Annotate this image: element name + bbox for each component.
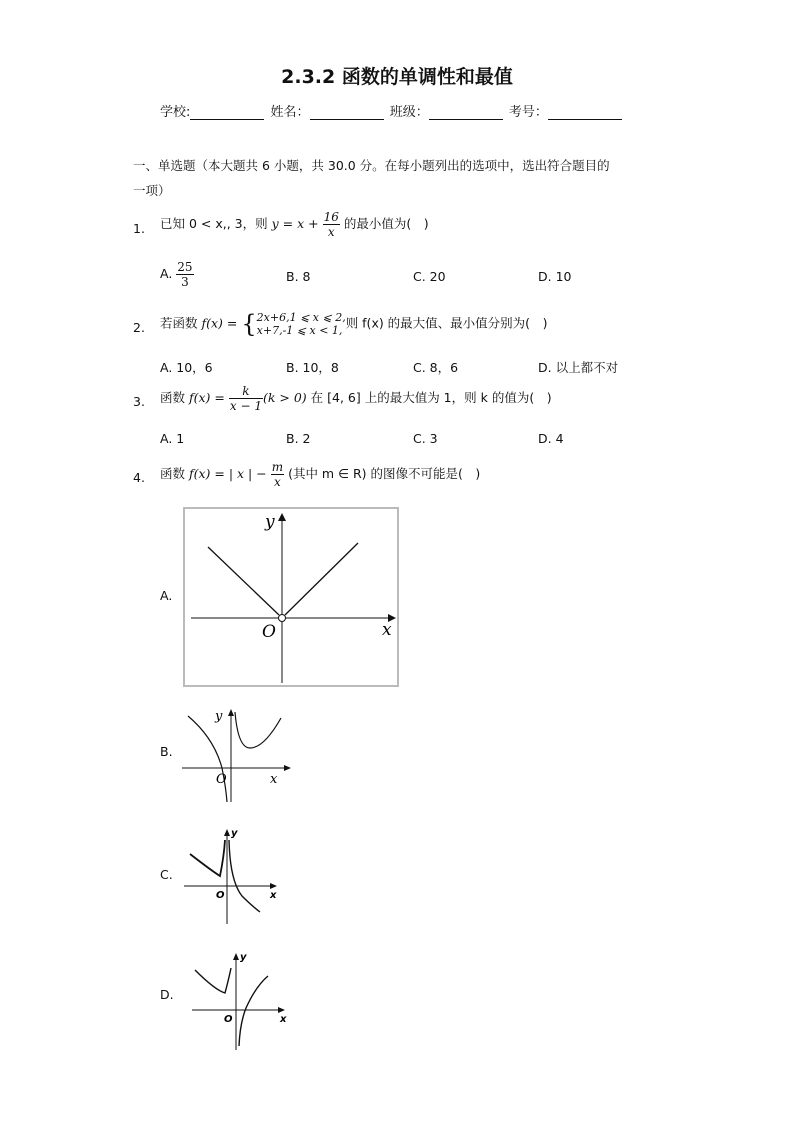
q1-option-c[interactable]: C. 20 [413, 269, 446, 284]
section-heading [133, 153, 663, 203]
graph-d-y-arrow [233, 953, 239, 960]
graph-option-b[interactable] [180, 708, 295, 804]
question-4-pre: 函数 [160, 466, 186, 481]
question-3-fraction [229, 384, 263, 413]
q4-option-b[interactable]: B. [160, 744, 173, 759]
fraction-numerator: m [271, 460, 284, 474]
fraction-numerator: k [229, 384, 263, 399]
question-1-stem [160, 210, 429, 239]
fraction-numerator: 16 [323, 210, 339, 224]
graph-b-right-curve [235, 712, 281, 748]
fraction-denominator: x − 1 [229, 399, 262, 413]
graph-a-left-branch [208, 547, 279, 615]
question-3-fx: f(x) = [189, 390, 225, 405]
question-4-post: (其中 m ∈ R) 的图像不可能是( ) [288, 466, 481, 481]
question-4-number: 4. [133, 470, 145, 485]
graph-a-y-label: y [265, 512, 275, 532]
graph-b-y-arrow [228, 709, 234, 716]
q2-option-b[interactable]: B. 10，8 [286, 360, 339, 375]
graph-a-x-label: x [382, 620, 392, 640]
question-3-stem [160, 384, 552, 413]
graph-c-y-arrow [224, 829, 230, 836]
graph-c-origin-label: O [216, 890, 225, 901]
piecewise-cases [257, 311, 346, 337]
graph-a-origin-label: O [262, 622, 276, 642]
name-blank[interactable] [310, 107, 384, 120]
question-1-post: 的最小值为( ) [343, 216, 429, 231]
graph-d-x-label: x [280, 1014, 287, 1025]
number-label: 考号： [508, 105, 548, 120]
q4-option-a[interactable]: A. [160, 588, 173, 603]
question-1-pre: 已知 0 < x,, 3，则 [160, 216, 268, 231]
q2-option-a[interactable]: A. 10，6 [160, 360, 213, 375]
q1-option-b[interactable]: B. 8 [286, 269, 311, 284]
q1-option-d[interactable]: D. 10 [538, 269, 572, 284]
graph-option-d[interactable] [190, 948, 290, 1052]
question-1-fraction [323, 210, 340, 239]
school-blank[interactable] [190, 107, 264, 120]
question-1-number: 1. [133, 221, 145, 236]
graph-a-open-point [279, 615, 286, 622]
school-label: 学校: [160, 105, 191, 120]
class-label: 班级： [389, 105, 429, 120]
student-info-line [160, 101, 624, 120]
q1-option-a-fraction [176, 260, 193, 289]
graph-a-y-arrow [278, 513, 286, 521]
question-1-expr: y = x + [271, 216, 319, 231]
graph-d-origin-label: O [224, 1014, 233, 1025]
option-label: A. [160, 266, 173, 281]
graph-a-right-branch [285, 543, 358, 615]
piecewise-brace: { [241, 310, 257, 338]
q3-option-a[interactable]: A. 1 [160, 431, 185, 446]
graph-option-a[interactable] [183, 507, 399, 687]
graph-c-x-arrow [270, 883, 277, 889]
question-4-stem [160, 460, 480, 489]
fraction-denominator: x [274, 475, 281, 489]
question-2-fx: f(x) = [201, 315, 238, 331]
question-2-stem [160, 311, 547, 337]
graph-d-left-curve [195, 968, 231, 993]
graph-d-right-curve [239, 976, 268, 1046]
class-blank[interactable] [429, 107, 503, 120]
number-blank[interactable] [548, 107, 622, 120]
q2-option-d[interactable]: D. 以上都不对 [538, 360, 619, 375]
question-2-number: 2. [133, 320, 145, 335]
fraction-numerator: 25 [177, 260, 193, 274]
graph-c-right-curve [229, 840, 260, 912]
graph-c-y-label: y [231, 828, 238, 839]
section-heading-line1: 一、单选题（本大题共 6 小题，共 30.0 分。在每小题列出的选项中，选出符合题目的 [133, 158, 610, 173]
graph-option-c[interactable] [182, 826, 282, 926]
fraction-denominator: x [327, 225, 335, 239]
question-3-pre: 函数 [160, 390, 186, 405]
q3-option-c[interactable]: C. 3 [413, 431, 438, 446]
question-2-pre: 若函数 [160, 315, 198, 331]
case-1: 2x+6,1 ⩽ x ⩽ 2, [256, 311, 346, 324]
question-3-number: 3. [133, 394, 145, 409]
question-3-post: 在 [4, 6] 上的最大值为 1，则 k 的值为( ) [310, 390, 552, 405]
graph-b-y-label: y [215, 709, 223, 724]
q2-option-c[interactable]: C. 8，6 [413, 360, 459, 375]
page-title: 2.3.2 函数的单调性和最值 [281, 66, 513, 88]
question-2-post: 则 f(x) 的最大值、最小值分别为( ) [345, 315, 548, 331]
question-4-fraction [271, 460, 284, 489]
graph-c-x-label: x [270, 890, 277, 901]
graph-b-origin-label: O [216, 772, 227, 787]
question-3-cond: (k > 0) [262, 390, 307, 405]
graph-b-x-label: x [270, 772, 278, 787]
q3-option-b[interactable]: B. 2 [286, 431, 311, 446]
graph-a-frame [184, 508, 398, 686]
q4-option-c[interactable]: C. [160, 867, 173, 882]
q3-option-d[interactable]: D. 4 [538, 431, 564, 446]
question-4-fx: f(x) = | x | − [189, 466, 267, 481]
graph-c-left-curve [190, 840, 225, 876]
fraction-denominator: 3 [181, 275, 189, 289]
graph-d-y-label: y [240, 952, 247, 963]
graph-b-left-curve [188, 716, 227, 802]
graph-b-x-arrow [284, 765, 291, 771]
q4-option-d[interactable]: D. [160, 987, 174, 1002]
section-heading-line2: 一项） [133, 183, 171, 198]
graph-d-x-arrow [278, 1007, 285, 1013]
case-2: x+7,-1 ⩽ x < 1, [256, 324, 343, 337]
q1-option-a[interactable] [160, 260, 194, 289]
name-label: 姓名： [270, 105, 310, 120]
